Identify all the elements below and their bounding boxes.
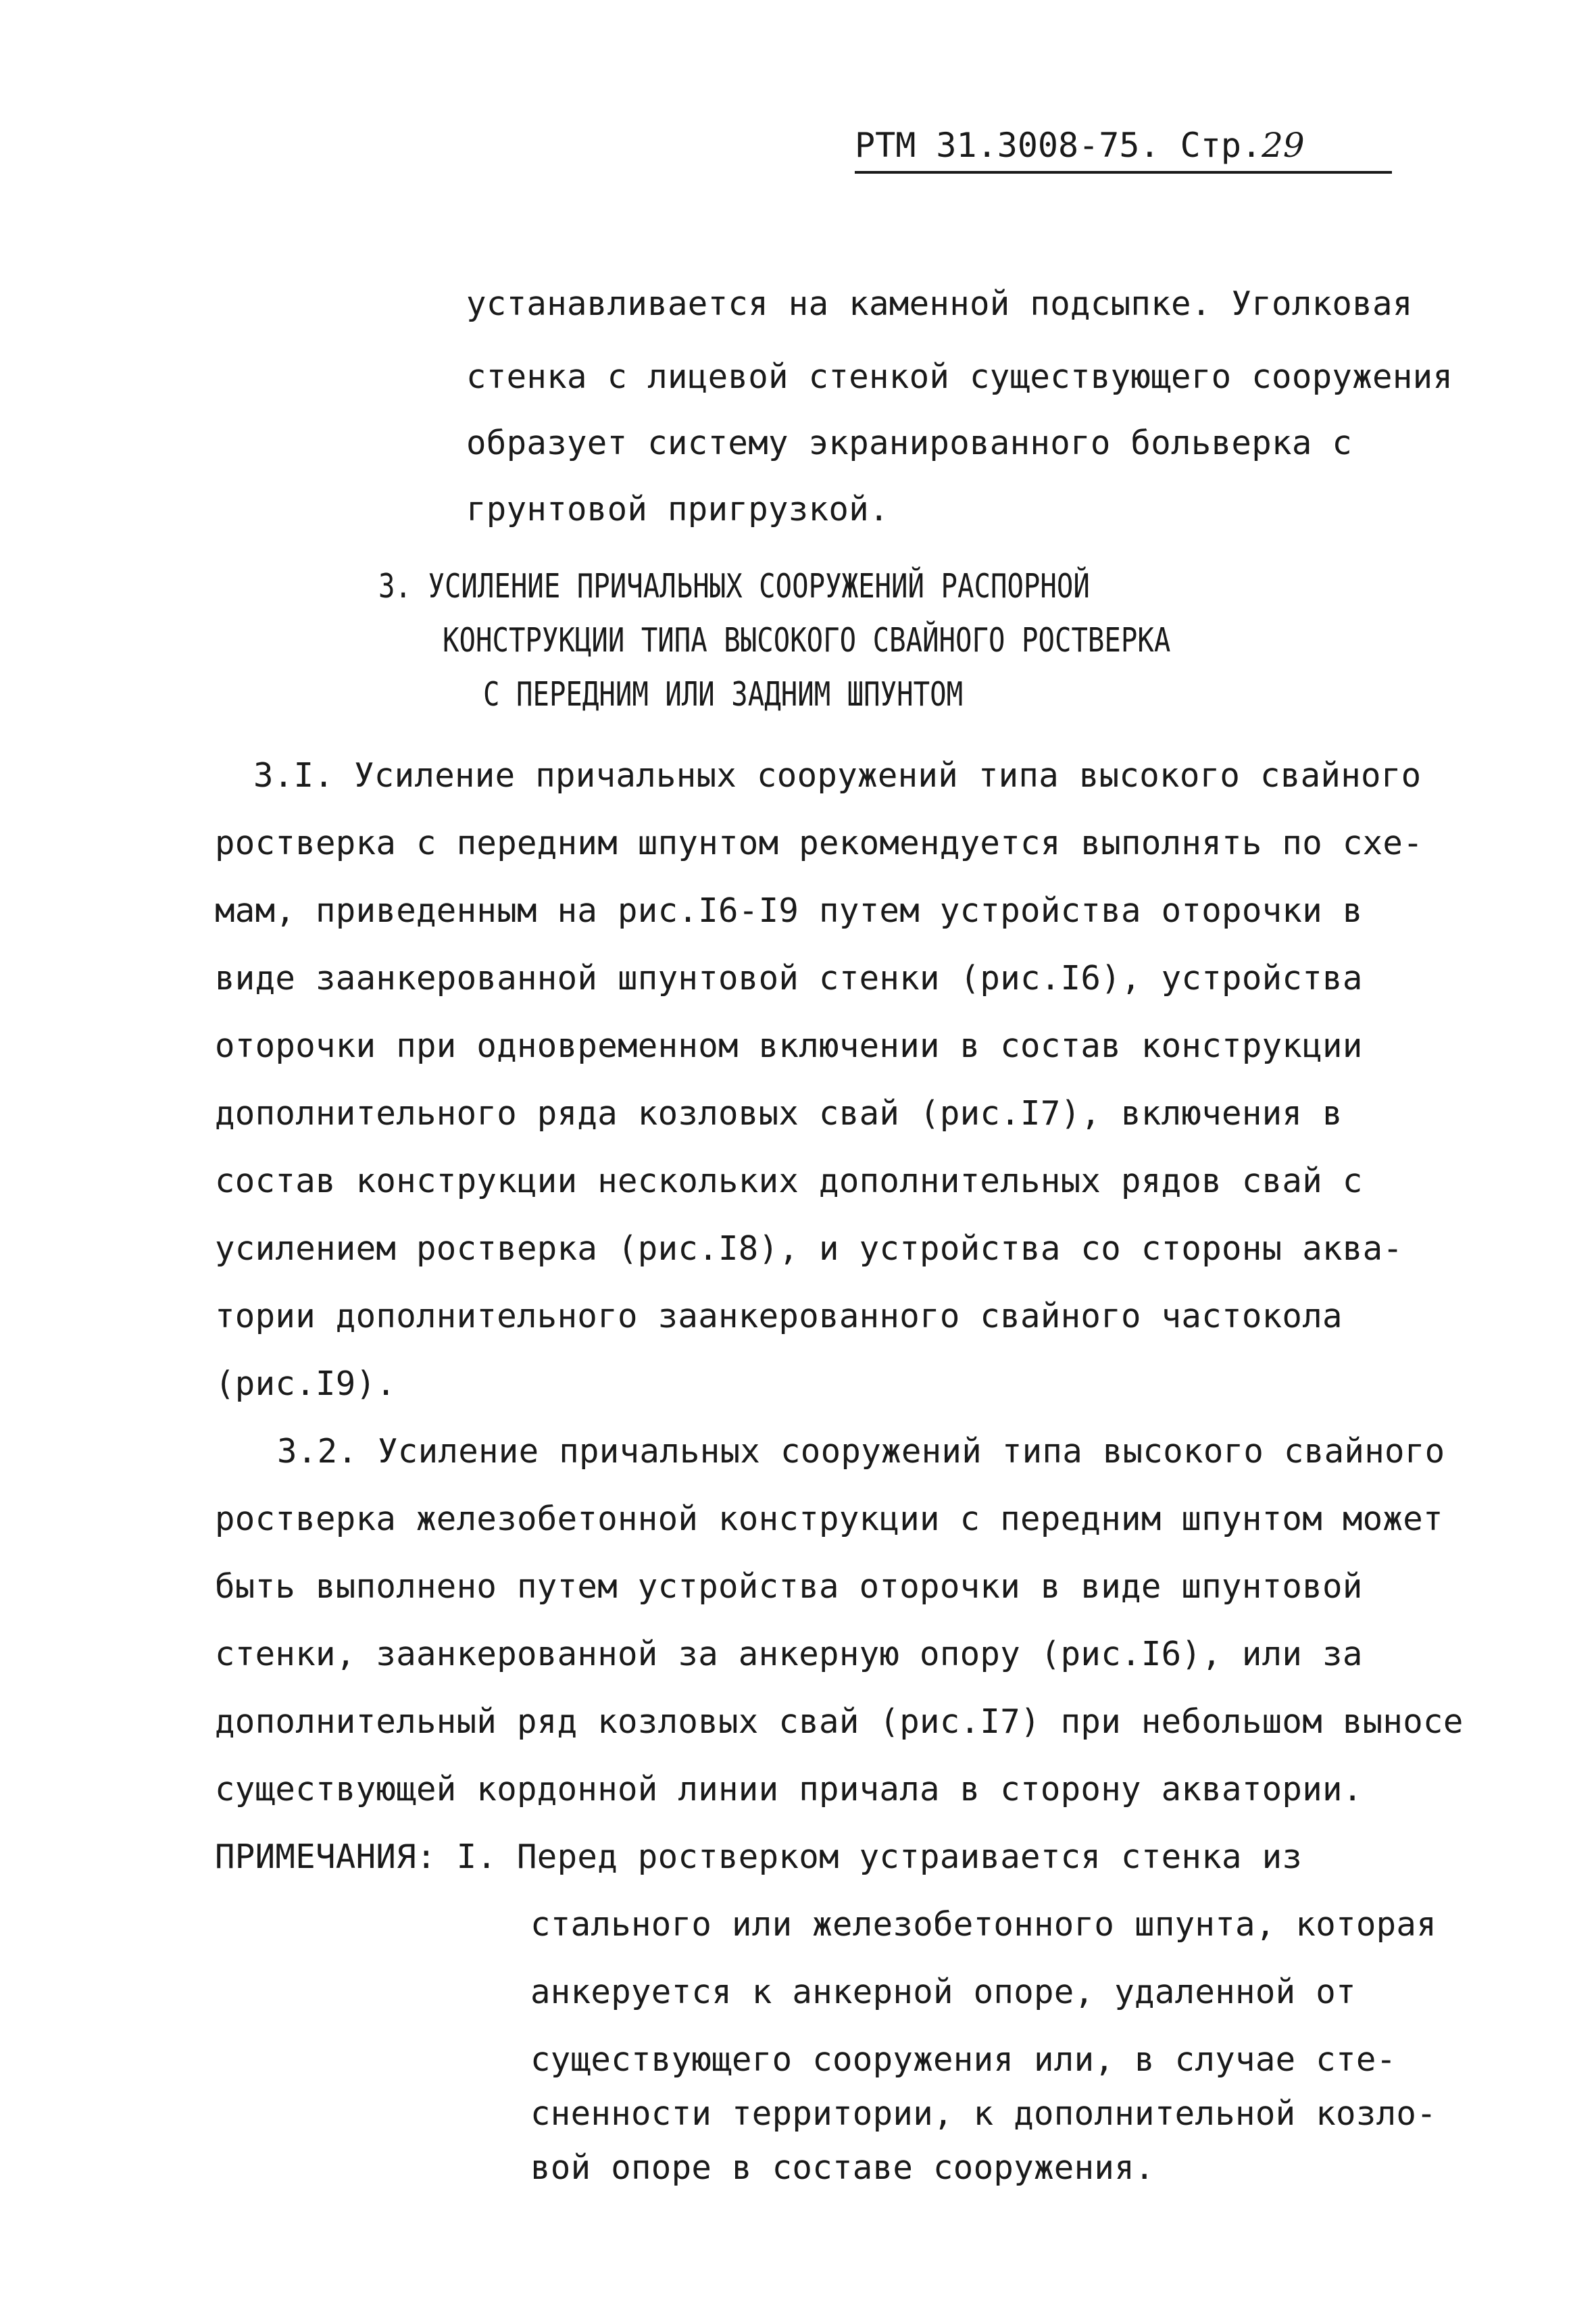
note-line: сненности территории, к дополнительной козло- [530, 2094, 1437, 2133]
text-line: мам, приведенным на рис.I6-I9 путем устройства оторочки в [215, 891, 1363, 930]
text-line: оторочки при одновременном включении в состав конструкции [215, 1027, 1363, 1065]
text-line: 3.2. Усиление причальных сооружений типа высокого свайного [277, 1432, 1445, 1471]
text-line: состав конструкции нескольких дополнительных рядов свай с [215, 1162, 1363, 1200]
text-line: существующей кордонной линии причала в сторону акватории. [215, 1770, 1363, 1808]
note-line: стального или железобетонного шпунта, которая [530, 1905, 1437, 1944]
text-line: грунтовой пригрузкой. [466, 490, 889, 528]
text-line: дополнительный ряд козловых свай (рис.I7) при небольшом выносе [215, 1702, 1464, 1741]
section-heading-line: КОНСТРУКЦИИ ТИПА ВЫСОКОГО СВАЙНОГО РОСТВЕРКА [443, 621, 1171, 660]
page-header [855, 125, 1392, 174]
section-heading-line: 3. УСИЛЕНИЕ ПРИЧАЛЬНЫХ СООРУЖЕНИЙ РАСПОРНОЙ [378, 567, 1090, 606]
text-line: (рис.I9). [215, 1364, 397, 1403]
text-line: образует систему экранированного больверка с [466, 424, 1353, 462]
text-line: стенка с лицевой стенкой существующего сооружения [466, 358, 1453, 396]
text-line: тории дополнительного заанкерованного свайного частокола [215, 1297, 1343, 1335]
text-line: ростверка с передним шпунтом рекомендуется выполнять по схе- [215, 824, 1424, 862]
note-line: существующего сооружения или, в случае сте- [530, 2040, 1397, 2079]
document-code: РТМ 31.3008-75. Стр. [855, 126, 1262, 165]
section-heading-line: С ПЕРЕДНИМ ИЛИ ЗАДНИМ ШПУНТОМ [483, 675, 964, 714]
text-line: дополнительного ряда козловых свай (рис.I7), включения в [215, 1094, 1343, 1133]
text-line: быть выполнено путем устройства оторочки в виде шпунтовой [215, 1567, 1363, 1606]
text-line: виде заанкерованной шпунтовой стенки (рис.I6), устройства [215, 959, 1363, 998]
text-line: устанавливается на каменной подсыпке. Уголковая [466, 285, 1413, 323]
note-line: анкеруется к анкерной опоре, удаленной от [530, 1973, 1356, 2011]
note-line: ПРИМЕЧАНИЯ: I. Перед ростверком устраивается стенка из [215, 1838, 1303, 1876]
note-line: вой опоре в составе сооружения. [530, 2148, 1155, 2187]
text-line: усилением ростверка (рис.I8), и устройства со стороны аква- [215, 1229, 1403, 1268]
text-line: 3.I. Усиление причальных сооружений типа высокого свайного [253, 756, 1422, 795]
page-number: 29 [1262, 126, 1305, 165]
text-line: стенки, заанкерованной за анкерную опору (рис.I6), или за [215, 1635, 1363, 1673]
text-line: ростверка железобетонной конструкции с передним шпунтом может [215, 1500, 1443, 1538]
